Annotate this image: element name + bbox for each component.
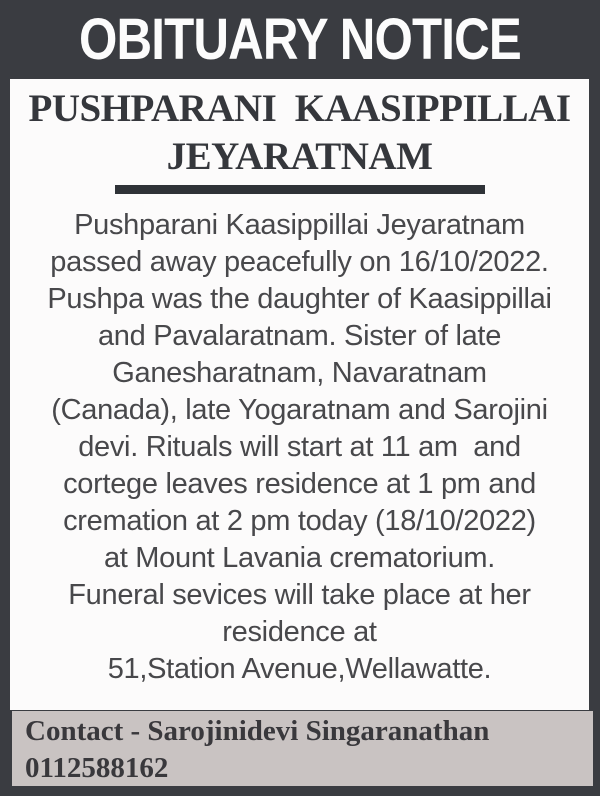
- notice-panel: [10, 79, 589, 710]
- body-line: Pushpa was the daughter of Kaasippillai: [47, 283, 552, 315]
- body-line: cremation at 2 pm today (18/10/2022): [63, 505, 536, 537]
- deceased-name: [10, 79, 589, 181]
- body-line: Pushparani Kaasippillai Jeyaratnam: [74, 209, 525, 241]
- body-line: (Canada), late Yogaratnam and Sarojini: [51, 394, 548, 426]
- body-line: and Pavalaratnam. Sister of late: [97, 320, 502, 352]
- contact-bar: [12, 711, 593, 786]
- body-line: 51,Station Avenue,Wellawatte.: [107, 653, 492, 685]
- body-line: Funeral sevices will take place at her: [68, 579, 531, 611]
- title-divider: [115, 185, 485, 194]
- page-title: OBITUARY NOTICE: [79, 6, 521, 72]
- body-line: passed away peacefully on 16/10/2022.: [50, 246, 549, 278]
- body-line: residence at: [222, 616, 377, 648]
- deceased-name-line1: PUSHPARANI KAASIPPILLAI: [28, 87, 571, 130]
- obituary-body: [10, 207, 589, 688]
- body-line: cortege leaves residence at 1 pm and: [63, 468, 536, 500]
- contact-name-line: Contact - Sarojinidevi Singaranathan: [25, 715, 490, 747]
- body-line: Ganesharatnam, Navaratnam: [112, 357, 487, 389]
- body-line: devi. Rituals will start at 11 am and: [78, 431, 521, 463]
- deceased-name-line2: JEYARATNAM: [166, 135, 433, 178]
- notice-header: [0, 0, 600, 79]
- body-line: at Mount Lavania crematorium.: [103, 542, 496, 574]
- contact-phone: 0112588162: [25, 752, 169, 784]
